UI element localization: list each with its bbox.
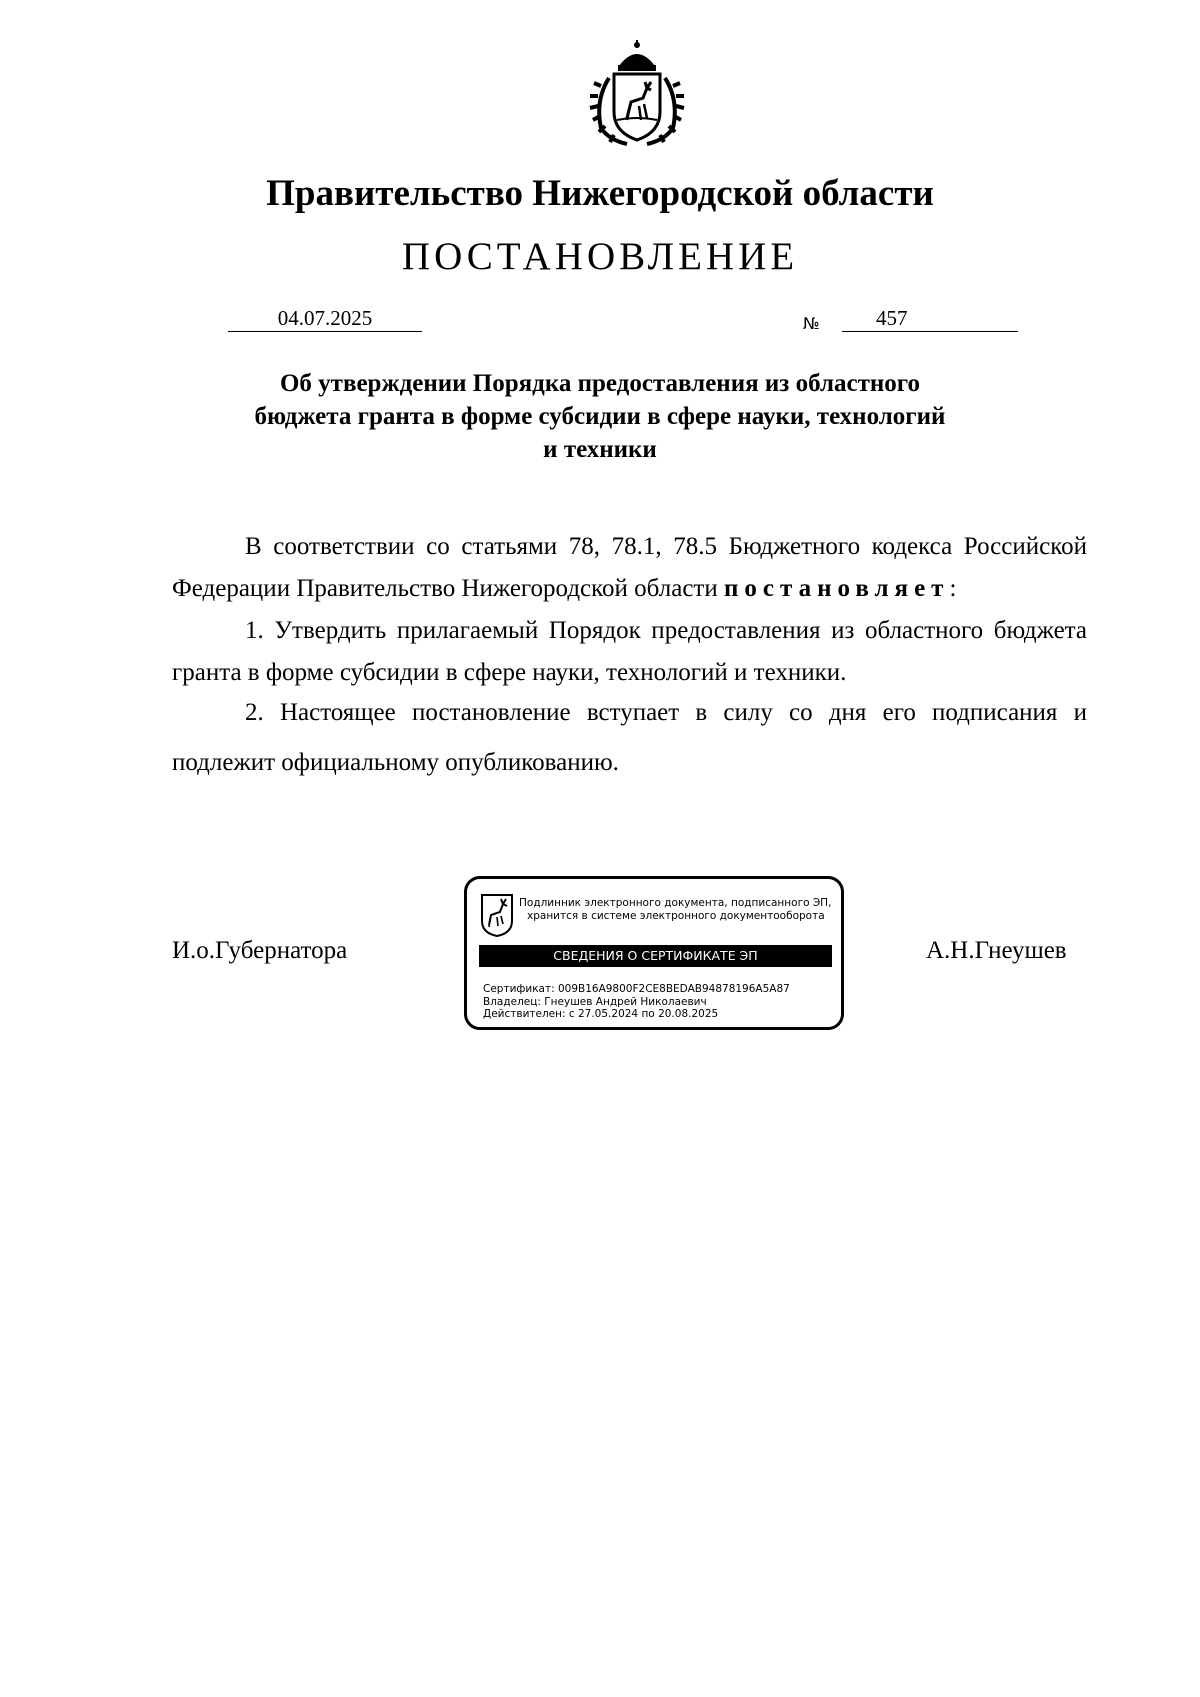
- deer-emblem-icon: [480, 893, 514, 937]
- certificate-header-bar: СВЕДЕНИЯ О СЕРТИФИКАТЕ ЭП: [479, 945, 832, 967]
- resolves-colon: :: [949, 575, 957, 602]
- stamp-text-line: Подлинник электронного документа, подписанного ЭП,: [519, 897, 832, 909]
- document-number: 457: [842, 305, 1018, 332]
- certificate-validity: Действителен: с 27.05.2024 по 20.08.2025: [483, 1008, 719, 1020]
- document-subject: [200, 367, 1000, 466]
- intro-text: В соответствии со статьями 78, 78.1, 78.5 Бюджетного кодекса Российской Федерации Правительство Нижегородской области: [172, 533, 1087, 602]
- stamp-text-line: хранится в системе электронного документооборота: [527, 910, 825, 922]
- document-body: [172, 526, 1087, 788]
- item-1-paragraph: 1. Утвердить прилагаемый Порядок предоставления из областного бюджета гранта в форме субсидии в сфере науки, технологий и техники.: [172, 617, 1087, 686]
- item-2-paragraph: 2. Настоящее постановление вступает в силу со дня его подписания и подлежит официальному опубликованию.: [172, 699, 1087, 776]
- intro-paragraph: [172, 526, 1087, 610]
- certificate-owner: Владелец: Гнеушев Андрей Николаевич: [483, 995, 707, 1008]
- organization-title: Правительство Нижегородской области: [266, 173, 934, 214]
- signer-name: А.Н.Гнеушев: [926, 937, 1067, 964]
- number-sign: №: [803, 314, 820, 333]
- document-type: ПОСТАНОВЛЕНИЕ: [401, 235, 799, 278]
- subject-line: и техники: [543, 436, 657, 463]
- electronic-signature-stamp: [464, 876, 844, 1030]
- coat-of-arms-icon: [587, 40, 687, 148]
- subject-line: бюджета гранта в форме субсидии в сфере науки, технологий: [254, 403, 946, 430]
- subject-line: Об утверждении Порядка предоставления из областного: [279, 370, 920, 397]
- resolves-word: постановляет: [723, 575, 950, 602]
- signer-position: И.о.Губернатора: [172, 937, 348, 964]
- document-date: 04.07.2025: [228, 305, 422, 332]
- certificate-details: [483, 983, 790, 1021]
- certificate-serial: Сертификат: 009B16A9800F2CE8BEDAB94878196A5A87: [483, 983, 790, 995]
